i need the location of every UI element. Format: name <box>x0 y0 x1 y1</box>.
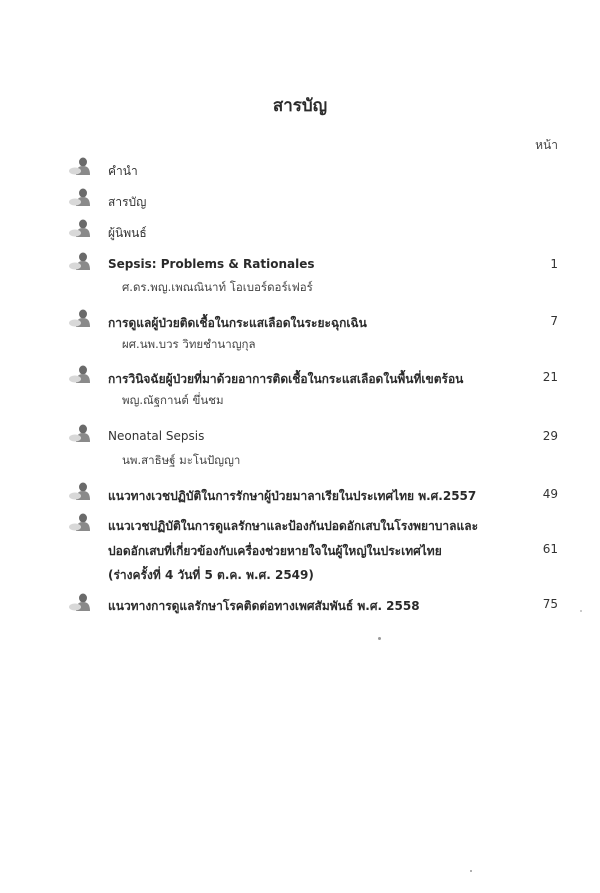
toc-entry-author: ศ.ดร.พญ.เพณณินาท์ โอเบอร์ดอร์เฟอร์ <box>122 280 313 294</box>
toc-entry-page: 49 <box>542 487 558 501</box>
doctor-icon <box>67 512 93 532</box>
scan-speck <box>378 637 381 640</box>
toc-entry-page: 29 <box>542 429 558 443</box>
toc-entry-title: สารบัญ <box>108 195 147 209</box>
page-title: สารบัญ <box>272 96 328 116</box>
toc-entry-author: นพ.สาธิษฐ์ มะโนปัญญา <box>122 453 241 467</box>
toc-entry-page: 7 <box>550 314 558 328</box>
toc-entry-title: ผู้นิพนธ์ <box>108 226 147 240</box>
doctor-icon <box>67 251 93 271</box>
page-column-label: หน้า <box>535 138 558 152</box>
doctor-icon <box>67 592 93 612</box>
scan-speck <box>580 610 582 612</box>
toc-entry-title: Neonatal Sepsis <box>108 429 205 443</box>
doctor-icon <box>67 156 93 176</box>
toc-entry-author: พญ.ณัฐกานต์ ขึ่นชม <box>122 393 224 407</box>
toc-entry-author: ผศ.นพ.บวร วิทยชำนาญกุล <box>122 337 256 351</box>
toc-entry-title: แนวทางการดูแลรักษาโรคติดต่อทางเพศสัมพันธ์ พ.ศ. 2558 <box>108 599 420 613</box>
doctor-icon <box>67 364 93 384</box>
toc-entry-page: 21 <box>542 370 558 384</box>
toc-entry-title: การดูแลผู้ป่วยติดเชื้อในกระแสเลือดในระยะฉุกเฉิน <box>108 316 367 330</box>
toc-entry-title: แนวทางเวชปฏิบัติในการรักษาผู้ป่วยมาลาเรียในประเทศไทย พ.ศ.2557 <box>108 489 477 503</box>
doctor-icon <box>67 187 93 207</box>
toc-entry-page: 1 <box>550 257 558 271</box>
toc-entry-title-line3: (ร่างครั้งที่ 4 วันที่ 5 ต.ค. พ.ศ. 2549) <box>108 568 314 582</box>
scan-speck <box>470 870 472 872</box>
toc-entry-title-line2: ปอดอักเสบที่เกี่ยวข้องกับเครื่องช่วยหายใจในผู้ใหญ่ในประเทศไทย <box>108 544 442 558</box>
toc-entry-title: Sepsis: Problems & Rationales <box>108 257 315 271</box>
doctor-icon <box>67 423 93 443</box>
toc-entry-title: แนวเวชปฏิบัติในการดูแลรักษาและป้องกันปอดอักเสบในโรงพยาบาลและ <box>108 519 479 533</box>
toc-entry-title: การวินิจฉัยผู้ป่วยที่มาด้วยอาการติดเชื้อในกระแสเลือดในพื้นที่เขตร้อน <box>108 372 464 386</box>
toc-entry-page: 61 <box>542 542 558 556</box>
doctor-icon <box>67 481 93 501</box>
doctor-icon <box>67 218 93 238</box>
toc-entry-title: คำนำ <box>108 164 138 178</box>
toc-entry-page: 75 <box>542 597 558 611</box>
doctor-icon <box>67 308 93 328</box>
